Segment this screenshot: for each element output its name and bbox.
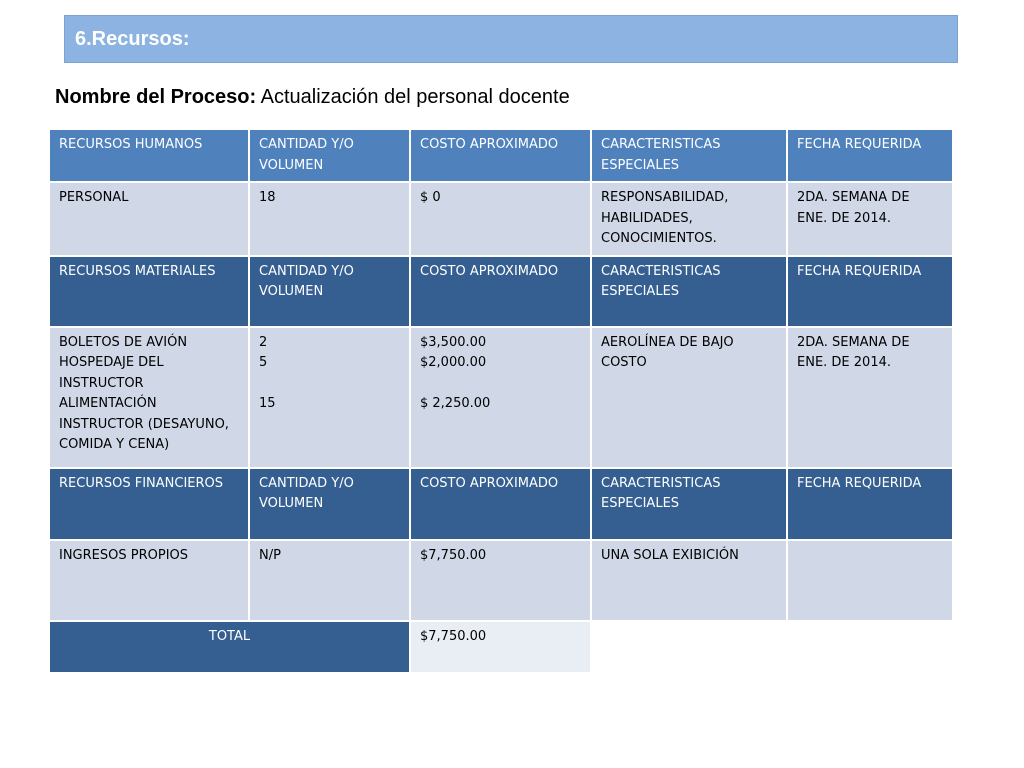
materiales-row: [49, 327, 953, 468]
total-row: [49, 621, 953, 673]
total-label: TOTAL: [49, 621, 410, 673]
resources-table: [48, 128, 954, 674]
humanos-header-row: [49, 129, 953, 182]
humanos-row: [49, 182, 953, 256]
header-cell: FECHA REQUERIDA: [787, 256, 953, 327]
materiales-header-row: [49, 256, 953, 327]
table-cell: 18: [249, 182, 410, 256]
header-cell: CARACTERISTICAS ESPECIALES: [591, 468, 787, 540]
table-cell: $3,500.00 $2,000.00 $ 2,250.00: [410, 327, 591, 468]
table-cell: AEROLÍNEA DE BAJO COSTO: [591, 327, 787, 468]
table-cell: 2DA. SEMANA DE ENE. DE 2014.: [787, 327, 953, 468]
table-cell: N/P: [249, 540, 410, 621]
header-cell: RECURSOS FINANCIEROS: [49, 468, 249, 540]
table-cell: UNA SOLA EXIBICIÓN: [591, 540, 787, 621]
process-name: Actualización del personal docente: [256, 86, 570, 108]
table-cell: 2DA. SEMANA DE ENE. DE 2014.: [787, 182, 953, 256]
header-cell: CARACTERISTICAS ESPECIALES: [591, 256, 787, 327]
header-cell: CARACTERISTICAS ESPECIALES: [591, 129, 787, 182]
table-cell: $7,750.00: [410, 540, 591, 621]
header-cell: FECHA REQUERIDA: [787, 129, 953, 182]
table-cell: [787, 540, 953, 621]
header-cell: CANTIDAD Y/O VOLUMEN: [249, 256, 410, 327]
header-cell: COSTO APROXIMADO: [410, 129, 591, 182]
section-title: 6.Recursos:: [75, 28, 190, 50]
table-cell: PERSONAL: [49, 182, 249, 256]
header-cell: RECURSOS HUMANOS: [49, 129, 249, 182]
table-cell: $ 0: [410, 182, 591, 256]
table-cell: RESPONSABILIDAD, HABILIDADES, CONOCIMIENTOS.: [591, 182, 787, 256]
table-cell: 2 5 15: [249, 327, 410, 468]
header-cell: COSTO APROXIMADO: [410, 256, 591, 327]
header-cell: FECHA REQUERIDA: [787, 468, 953, 540]
process-name-line: [55, 86, 570, 109]
header-cell: RECURSOS MATERIALES: [49, 256, 249, 327]
table-cell: BOLETOS DE AVIÓN HOSPEDAJE DEL INSTRUCTOR ALIMENTACIÓN INSTRUCTOR (DESAYUNO, COMIDA Y CENA): [49, 327, 249, 468]
section-title-bar: [64, 15, 958, 63]
blank-cell: [591, 621, 953, 673]
total-value: $7,750.00: [410, 621, 591, 673]
header-cell: COSTO APROXIMADO: [410, 468, 591, 540]
header-cell: CANTIDAD Y/O VOLUMEN: [249, 468, 410, 540]
table-cell: INGRESOS PROPIOS: [49, 540, 249, 621]
financieros-header-row: [49, 468, 953, 540]
financieros-row: [49, 540, 953, 621]
header-cell: CANTIDAD Y/O VOLUMEN: [249, 129, 410, 182]
process-label: Nombre del Proceso:: [55, 86, 257, 108]
